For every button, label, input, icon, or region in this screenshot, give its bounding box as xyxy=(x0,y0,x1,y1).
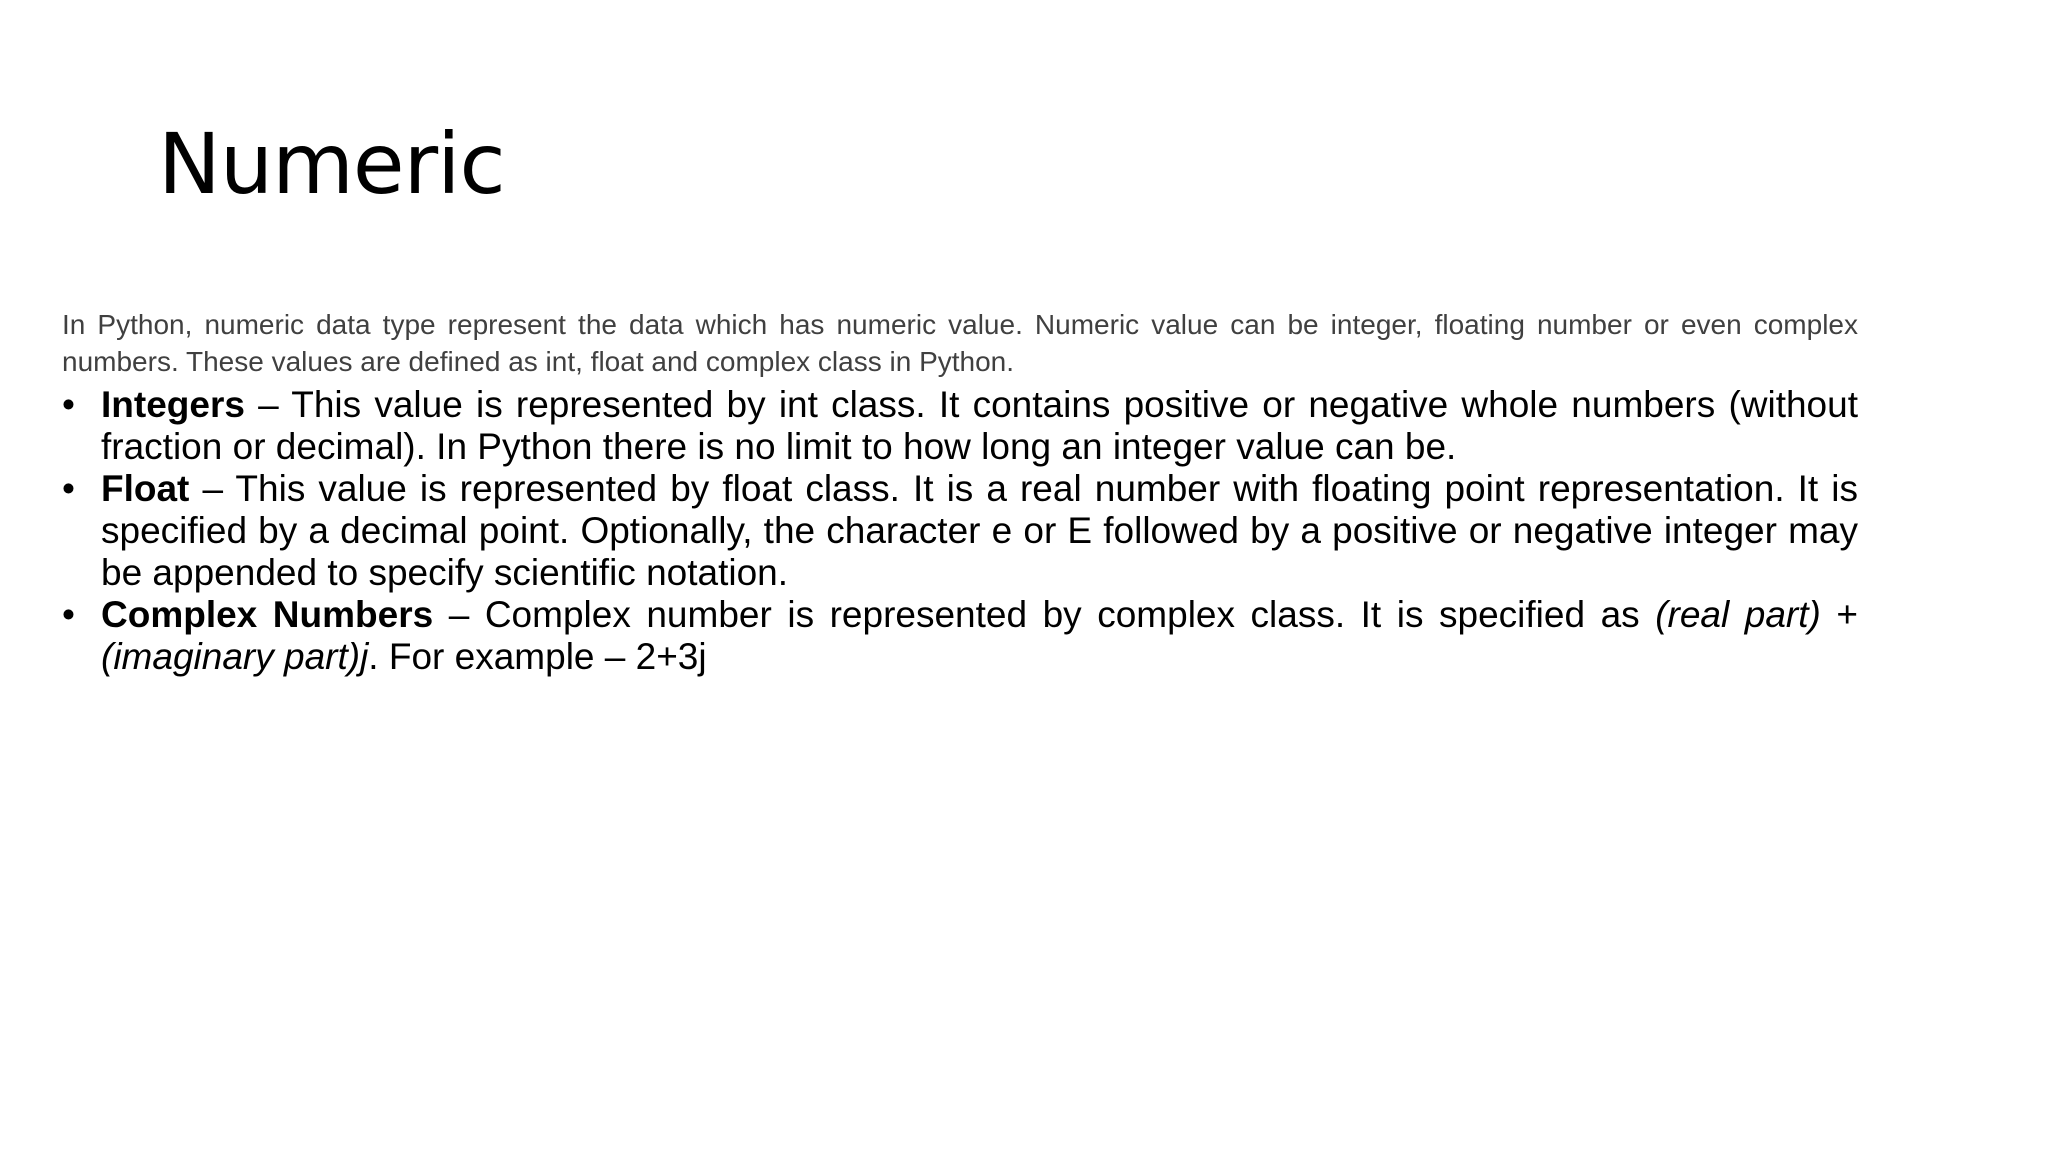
bullet-marker: • xyxy=(62,594,75,635)
bullet-marker: • xyxy=(62,384,75,425)
bullet-complex-numbers xyxy=(62,594,1858,678)
bullet-emphasis: (real part) xyxy=(1655,594,1821,635)
slide-body xyxy=(62,306,1858,678)
bullet-text: + xyxy=(1820,594,1858,635)
bullet-list xyxy=(62,384,1858,678)
bullet-text: – This value is represented by int class. It contains positive or negative whole numbers (without fraction or decimal). In Python there is no limit to how long an integer value can be. xyxy=(101,384,1858,467)
bullet-term: Float xyxy=(101,468,190,509)
bullet-text: – Complex number is represented by complex class. It is specified as xyxy=(433,594,1656,635)
bullet-marker: • xyxy=(62,468,75,509)
intro-paragraph: In Python, numeric data type represent the data which has numeric value. Numeric value can be integer, floating number or even complex numbers. These values are defined as int, float and complex class in Python. xyxy=(62,309,1858,377)
bullet-emphasis: (imaginary part)j xyxy=(101,636,369,677)
bullet-term: Integers xyxy=(101,384,245,425)
bullet-text: . For example – 2+3j xyxy=(368,636,707,677)
bullet-term: Complex Numbers xyxy=(101,594,434,635)
slide-title: Numeric xyxy=(158,115,505,213)
bullet-float xyxy=(62,468,1858,594)
bullet-text: – This value is represented by float class. It is a real number with floating point representation. It is specified by a decimal point. Optionally, the character e or E followed by a positive or negative integer may be appended to specify scientific notation. xyxy=(101,468,1858,593)
bullet-integers xyxy=(62,384,1858,468)
